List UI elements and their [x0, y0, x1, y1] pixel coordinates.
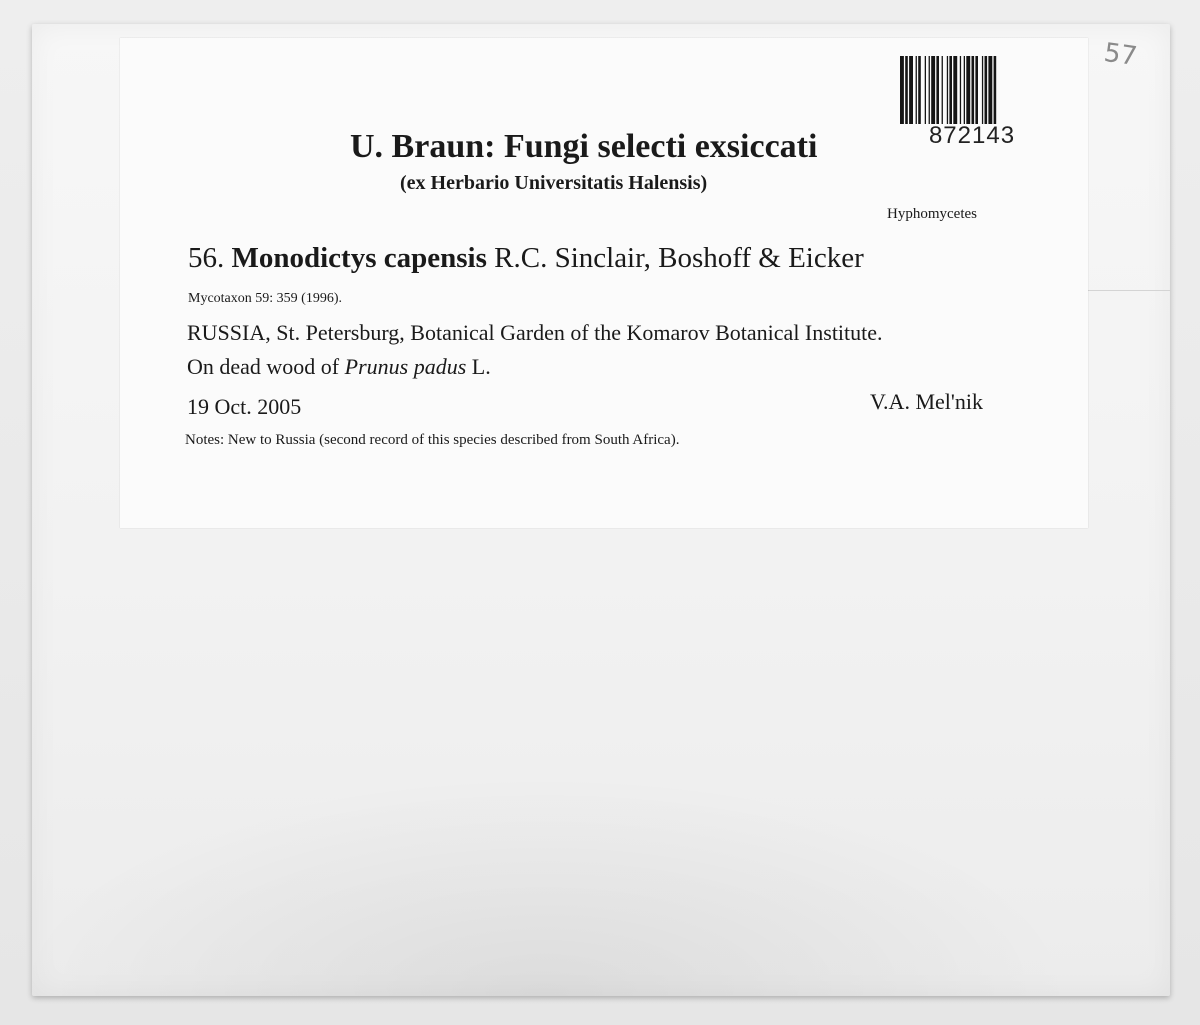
barcode-bar	[925, 56, 926, 124]
series-subtitle: (ex Herbario Universitatis Halensis)	[400, 172, 708, 194]
barcode-bar	[931, 56, 935, 124]
taxon-name: Monodictys capensis	[231, 242, 487, 274]
barcode-bar	[936, 56, 939, 124]
barcode-number: 872143	[928, 122, 1016, 149]
host-name: Prunus padus	[344, 354, 467, 379]
taxon-line	[188, 242, 864, 275]
handwritten-page-number: 57	[1102, 37, 1140, 73]
barcode-bar	[964, 56, 965, 124]
barcode-bar	[966, 56, 970, 124]
barcode-bar	[947, 56, 948, 124]
locality: RUSSIA, St. Petersburg, Botanical Garden of the Komarov Botanical Institute.	[187, 320, 883, 345]
barcode-bar	[942, 56, 943, 124]
barcode-bar	[905, 56, 908, 124]
specimen-number: 56.	[188, 242, 225, 274]
barcode-bar	[916, 56, 917, 124]
barcode-bar	[900, 56, 904, 124]
barcode-bar	[918, 56, 921, 124]
taxon-authors: R.C. Sinclair, Boshoff & Eicker	[494, 242, 864, 274]
barcode-bar	[994, 56, 997, 124]
collection-date: 19 Oct. 2005	[187, 394, 302, 419]
barcode-bar	[972, 56, 975, 124]
barcode-bar	[949, 56, 952, 124]
barcode-bar	[985, 56, 988, 124]
citation: Mycotaxon 59: 359 (1996).	[188, 291, 342, 306]
barcode-bar	[982, 56, 983, 124]
barcode-bar	[975, 56, 978, 124]
series-title: U. Braun: Fungi selecti exsiccati	[350, 128, 818, 165]
barcode-block	[898, 56, 1046, 150]
taxon-group: Hyphomycetes	[887, 206, 977, 222]
substrate-line	[187, 354, 491, 380]
barcode-bar	[909, 56, 913, 124]
envelope-flap-edge	[1088, 290, 1170, 291]
barcode-icon	[898, 56, 1044, 124]
barcode-bar	[953, 56, 957, 124]
collector: V.A. Mel'nik	[870, 389, 983, 414]
notes: Notes: New to Russia (second record of this species described from South Africa).	[185, 432, 680, 448]
barcode-bar	[929, 56, 930, 124]
barcode-bar	[960, 56, 961, 124]
barcode-bar	[988, 56, 992, 124]
substrate-prefix: On dead wood of	[187, 354, 340, 379]
host-author: L.	[471, 354, 491, 379]
